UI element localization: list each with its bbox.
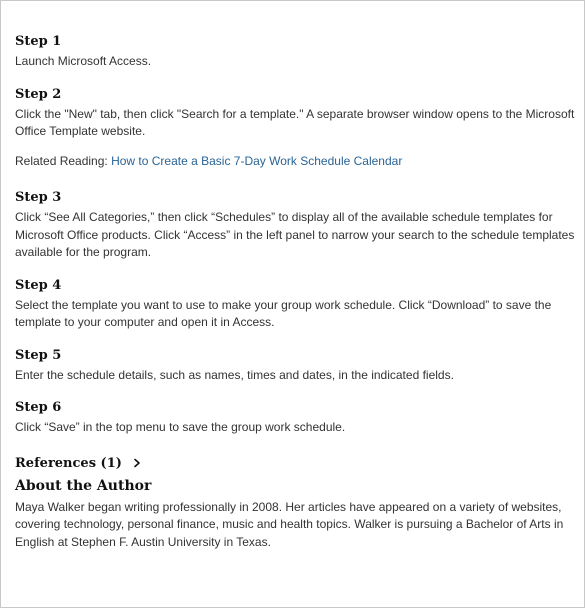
references-toggle[interactable] [15,453,142,475]
related-reading-label: Related Reading: [15,153,108,168]
step-heading: Step 2 [15,86,62,102]
step-text: Click “See All Categories,” then click “Schedules” to display all of the available schedule templates for Microsoft Office products. Click “Access” in the left panel to narrow your search to the schedule templates available for the program. [15,210,575,259]
about-author-heading: About the Author [15,477,152,494]
references-label: References (1) [15,455,122,471]
step-heading: Step 4 [15,277,62,293]
step-text: Launch Microsoft Access. [15,54,152,68]
step-heading: Step 5 [15,347,62,363]
step-text: Click the "New" tab, then click "Search for a template." A separate browser window opens to the Microsoft Office Template website. [15,106,575,138]
step-5 [15,345,575,385]
step-6 [15,397,575,437]
related-reading [15,153,575,171]
step-1 [15,31,575,71]
step-2 [15,84,575,141]
article-content [15,31,575,551]
step-text: Click “Save” in the top menu to save the group work schedule. [15,420,346,434]
step-heading: Step 6 [15,400,62,415]
step-4 [15,275,575,332]
chevron-right-icon [132,458,142,468]
step-heading: Step 3 [15,190,62,205]
about-author-text: Maya Walker began writing professionally in 2008. Her articles have appeared on a variety of websites, covering technology, personal finance, music and health topics. Walker is pursuing a Bachelor of Arts in English at Stephen F. Austin University in Texas. [15,499,564,549]
step-text: Enter the schedule details, such as names, times and dates, in the indicated fields. [15,367,454,382]
related-reading-link[interactable]: How to Create a Basic 7-Day Work Schedule Calendar [111,153,403,168]
step-text: Select the template you want to use to make your group work schedule. Click “Download” to save the template to your computer and open it in Access. [15,297,552,329]
step-heading: Step 1 [15,34,62,49]
step-3 [15,187,575,262]
